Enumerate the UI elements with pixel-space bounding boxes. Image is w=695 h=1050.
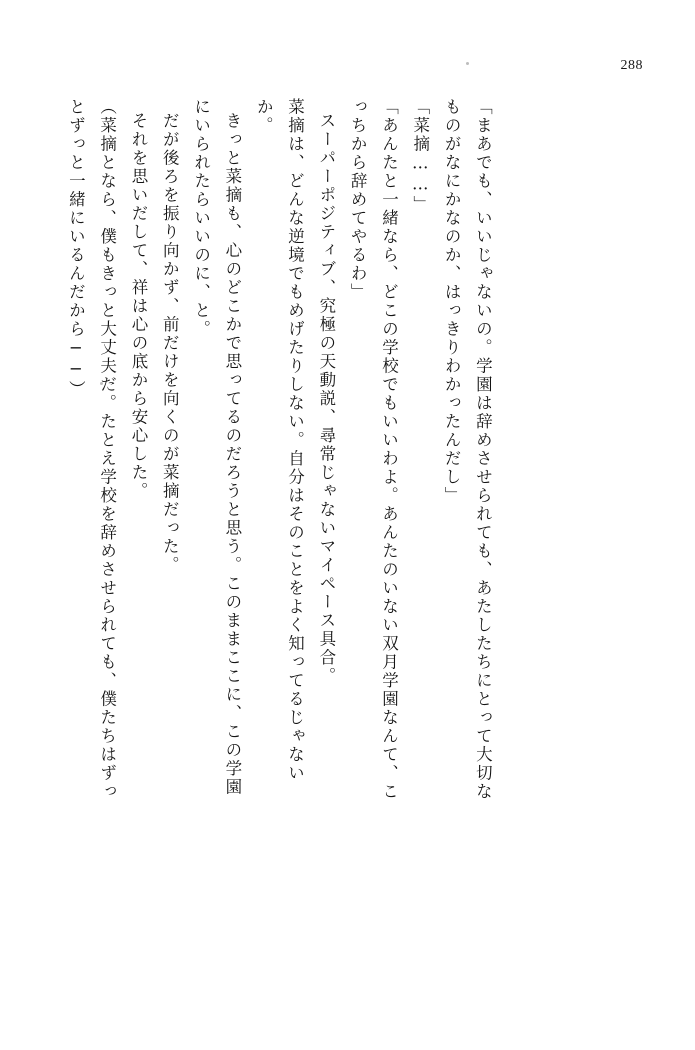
text-column: 「あんたと一緒なら、どこの学校でもいいわよ。あんたのいない双月学園なんて、こ bbox=[379, 98, 399, 801]
text-column: 「まあでも、いいじゃないの。学園は辞めさせられても、あたしたちにとって大切な bbox=[473, 98, 493, 801]
text-column: 菜摘は、どんな逆境でもめげたりしない。自分はそのことをよく知ってるじゃない bbox=[285, 98, 305, 783]
text-column: きっと菜摘も、心のどこかで思ってるのだろうと思う。このままここに、この学園 bbox=[222, 112, 242, 797]
text-column: だが後ろを振り向かず、前だけを向くのが菜摘だった。 bbox=[160, 112, 180, 575]
text-column: か。 bbox=[254, 98, 274, 135]
novel-text-body bbox=[60, 98, 647, 990]
scan-speck bbox=[466, 62, 469, 65]
text-column: （菜摘となら、僕もきっと大丈夫だ。たとえ学校を辞めさせられても、僕たちはずっ bbox=[97, 98, 117, 801]
page-number: 288 bbox=[620, 58, 643, 73]
text-column: 「菜摘……」 bbox=[410, 98, 430, 214]
text-column: スーパーポジティブ、究極の天動説、尋常じゃないマイペース具合。 bbox=[316, 112, 336, 686]
text-column: とずっと一緒にいるんだから──） bbox=[66, 98, 86, 399]
text-column: ものがなにかなのか、はっきりわかったんだし」 bbox=[442, 98, 462, 505]
text-column: にいられたらいいのに、と。 bbox=[191, 98, 211, 339]
text-column: っちから辞めてやるわ」 bbox=[348, 98, 368, 302]
text-column: それを思いだして、祥は心の底から安心した。 bbox=[128, 112, 148, 501]
